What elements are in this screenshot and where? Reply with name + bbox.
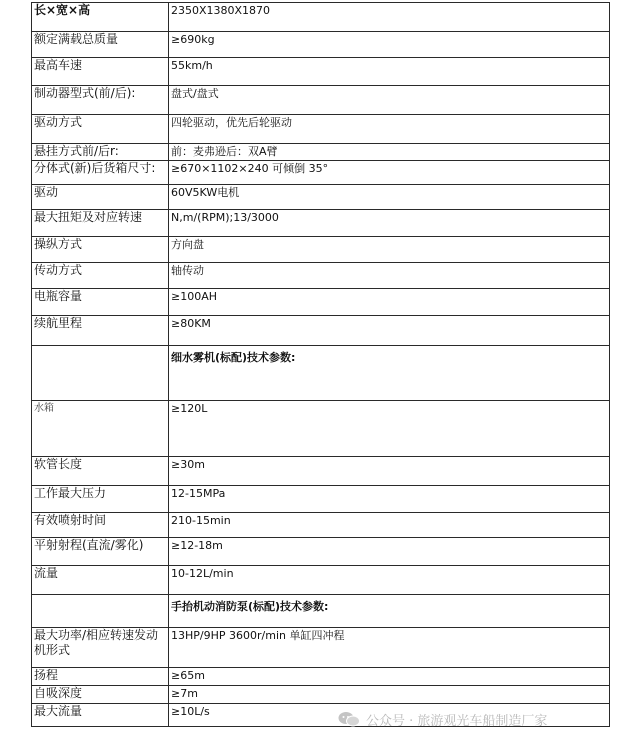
table-row	[32, 263, 610, 289]
table-row	[32, 668, 610, 686]
table-row	[32, 58, 610, 86]
spec-label-empty	[32, 595, 169, 628]
spec-value: 13HP/9HP 3600r/min 单缸四冲程	[169, 628, 610, 668]
spec-value: 方向盘	[169, 237, 610, 263]
spec-label: 操纵方式	[32, 237, 169, 263]
spec-label: 最大流量	[32, 704, 169, 727]
spec-value: 210-15min	[169, 513, 610, 538]
table-row	[32, 628, 610, 668]
spec-label: 最大扭矩及对应转速	[32, 210, 169, 237]
table-row	[32, 3, 610, 32]
table-row	[32, 538, 610, 566]
spec-label: 最高车速	[32, 58, 169, 86]
spec-label: 自吸深度	[32, 686, 169, 704]
wechat-icon	[338, 711, 360, 727]
spec-label: 制动器型式(前/后):	[32, 86, 169, 115]
spec-value: 2350X1380X1870	[169, 3, 610, 32]
spec-label: 有效喷射时间	[32, 513, 169, 538]
spec-value: ≥80KM	[169, 316, 610, 346]
spec-value: ≥30m	[169, 457, 610, 486]
spec-value: 10-12L/min	[169, 566, 610, 595]
watermark-text: 公众号 · 旅游观光车船制造厂家	[366, 713, 548, 729]
spec-label: 额定满载总质量	[32, 32, 169, 58]
table-row	[32, 686, 610, 704]
spec-value: 55km/h	[169, 58, 610, 86]
spec-value: 四轮驱动，优先后轮驱动	[169, 115, 610, 144]
spec-label: 电瓶容量	[32, 289, 169, 316]
spec-value: ≥10L/s	[169, 704, 610, 727]
table-row	[32, 316, 610, 346]
table-row	[32, 144, 610, 161]
spec-value: ≥7m	[169, 686, 610, 704]
spec-label: 扬程	[32, 668, 169, 686]
spec-value: 轴传动	[169, 263, 610, 289]
table-row	[32, 115, 610, 144]
spec-label: 悬挂方式前/后r:	[32, 144, 169, 161]
spec-label: 长×宽×高	[32, 3, 169, 32]
spec-value: N,m/(RPM);13/3000	[169, 210, 610, 237]
table-row	[32, 185, 610, 210]
section-title: 细水雾机(标配)技术参数:	[169, 346, 610, 401]
spec-label: 平射射程(直流/雾化)	[32, 538, 169, 566]
spec-label: 软管长度	[32, 457, 169, 486]
spec-label: 驱动方式	[32, 115, 169, 144]
spec-label: 流量	[32, 566, 169, 595]
table-row	[32, 486, 610, 513]
spec-label: 续航里程	[32, 316, 169, 346]
spec-label: 传动方式	[32, 263, 169, 289]
spec-label: 分体式(新)后货箱尺寸:	[32, 161, 169, 185]
spec-value: ≥120L	[169, 401, 610, 457]
spec-value: 60V5KW电机	[169, 185, 610, 210]
table-row	[32, 513, 610, 538]
table-row	[32, 210, 610, 237]
section-header-row	[32, 595, 610, 628]
section-title: 手抬机动消防泵(标配)技术参数:	[169, 595, 610, 628]
spec-label: 驱动	[32, 185, 169, 210]
table-row	[32, 32, 610, 58]
spec-value: ≥670×1102×240 可倾倒 35°	[169, 161, 610, 185]
table-row	[32, 86, 610, 115]
spec-label: 最大功率/相应转速发动机形式	[32, 628, 169, 668]
spec-label: 水箱	[32, 401, 169, 457]
table-row	[32, 457, 610, 486]
spec-value: ≥65m	[169, 668, 610, 686]
spec-value: 12-15MPa	[169, 486, 610, 513]
spec-label-empty	[32, 346, 169, 401]
spec-table	[31, 2, 610, 727]
spec-value: 前：麦弗逊后：双A臂	[169, 144, 610, 161]
spec-label: 工作最大压力	[32, 486, 169, 513]
spec-value: 盘式/盘式	[169, 86, 610, 115]
watermark	[338, 709, 547, 729]
table-row	[32, 161, 610, 185]
table-row	[32, 237, 610, 263]
table-row	[32, 566, 610, 595]
spec-value: ≥100AH	[169, 289, 610, 316]
table-row	[32, 401, 610, 457]
spec-value: ≥690kg	[169, 32, 610, 58]
table-row	[32, 289, 610, 316]
section-header-row	[32, 346, 610, 401]
spec-value: ≥12-18m	[169, 538, 610, 566]
